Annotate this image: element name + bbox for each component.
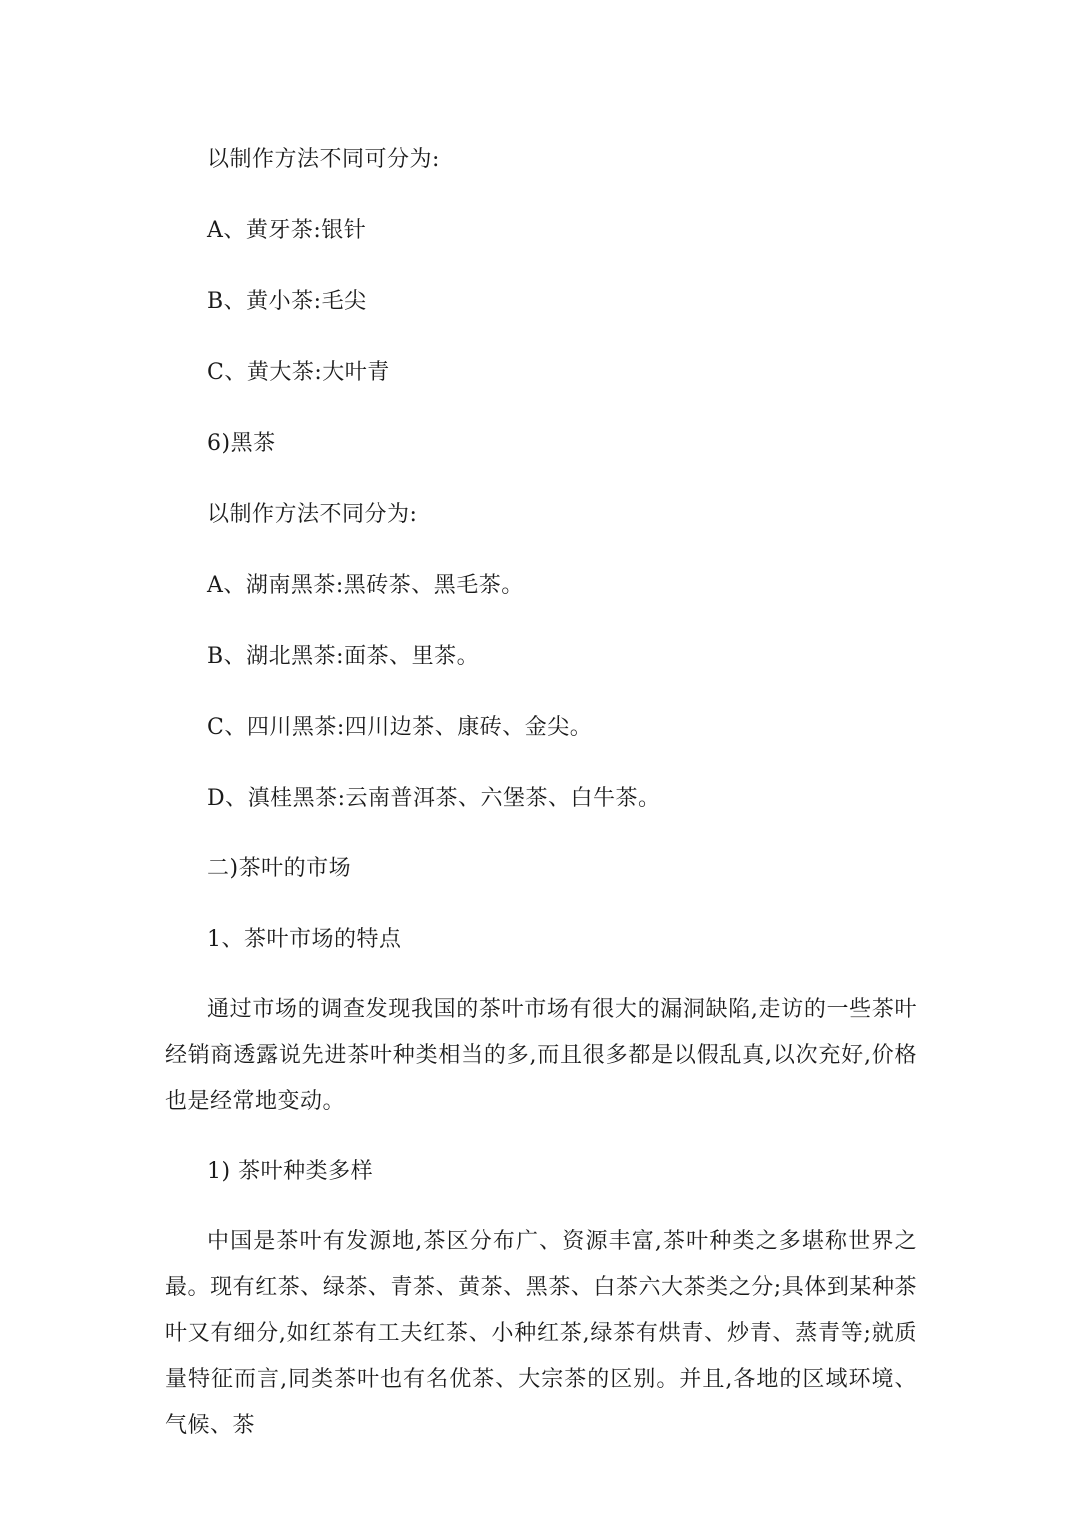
text-line-sichuan-dark-tea: C、四川黑茶:四川边茶、康砖、金尖。 (207, 715, 593, 740)
text-line-method-intro: 以制作方法不同可分为: (207, 147, 440, 172)
subsection-heading-market-features: 1、茶叶市场的特点 (207, 927, 402, 952)
paragraph-market-survey: 通过市场的调查发现我国的茶叶市场有很大的漏洞缺陷,走访的一些茶叶经销商透露说先进茶叶种类相当的多,而且很多都是以假乱真,以次充好,价格也是经常地变动。 (165, 997, 917, 1114)
section-heading-tea-market: 二)茶叶的市场 (207, 856, 352, 881)
text-line-small-yellow-tea: B、黄小茶:毛尖 (207, 289, 367, 314)
paragraph-tea-variety: 中国是茶叶有发源地,茶区分布广、资源丰富,茶叶种类之多堪称世界之最。现有红茶、绿茶、青茶、黄茶、黑茶、白茶六大茶类之分;具体到某种茶叶又有细分,如红茶有工夫红茶、小种红茶,绿茶有烘青、炒青、蒸青等;就质量特征而言,同类茶叶也有名优茶、大宗茶的区别。并且,各地的区域环境、气候、茶 (165, 1229, 917, 1438)
text-line-hubei-dark-tea: B、湖北黑茶:面茶、里茶。 (207, 644, 480, 669)
text-line-hunan-dark-tea: A、湖南黑茶:黑砖茶、黑毛茶。 (207, 573, 524, 598)
text-line-method-intro-2: 以制作方法不同分为: (207, 502, 418, 527)
subsection-heading-tea-variety: 1) 茶叶种类多样 (207, 1159, 374, 1184)
text-line-dark-tea-heading: 6)黑茶 (207, 431, 276, 456)
text-line-yellow-bud-tea: A、黄牙茶:银针 (207, 218, 367, 243)
text-line-diangui-dark-tea: D、滇桂黑茶:云南普洱茶、六堡茶、白牛茶。 (207, 786, 661, 811)
text-line-large-yellow-tea: C、黄大茶:大叶青 (207, 360, 390, 385)
